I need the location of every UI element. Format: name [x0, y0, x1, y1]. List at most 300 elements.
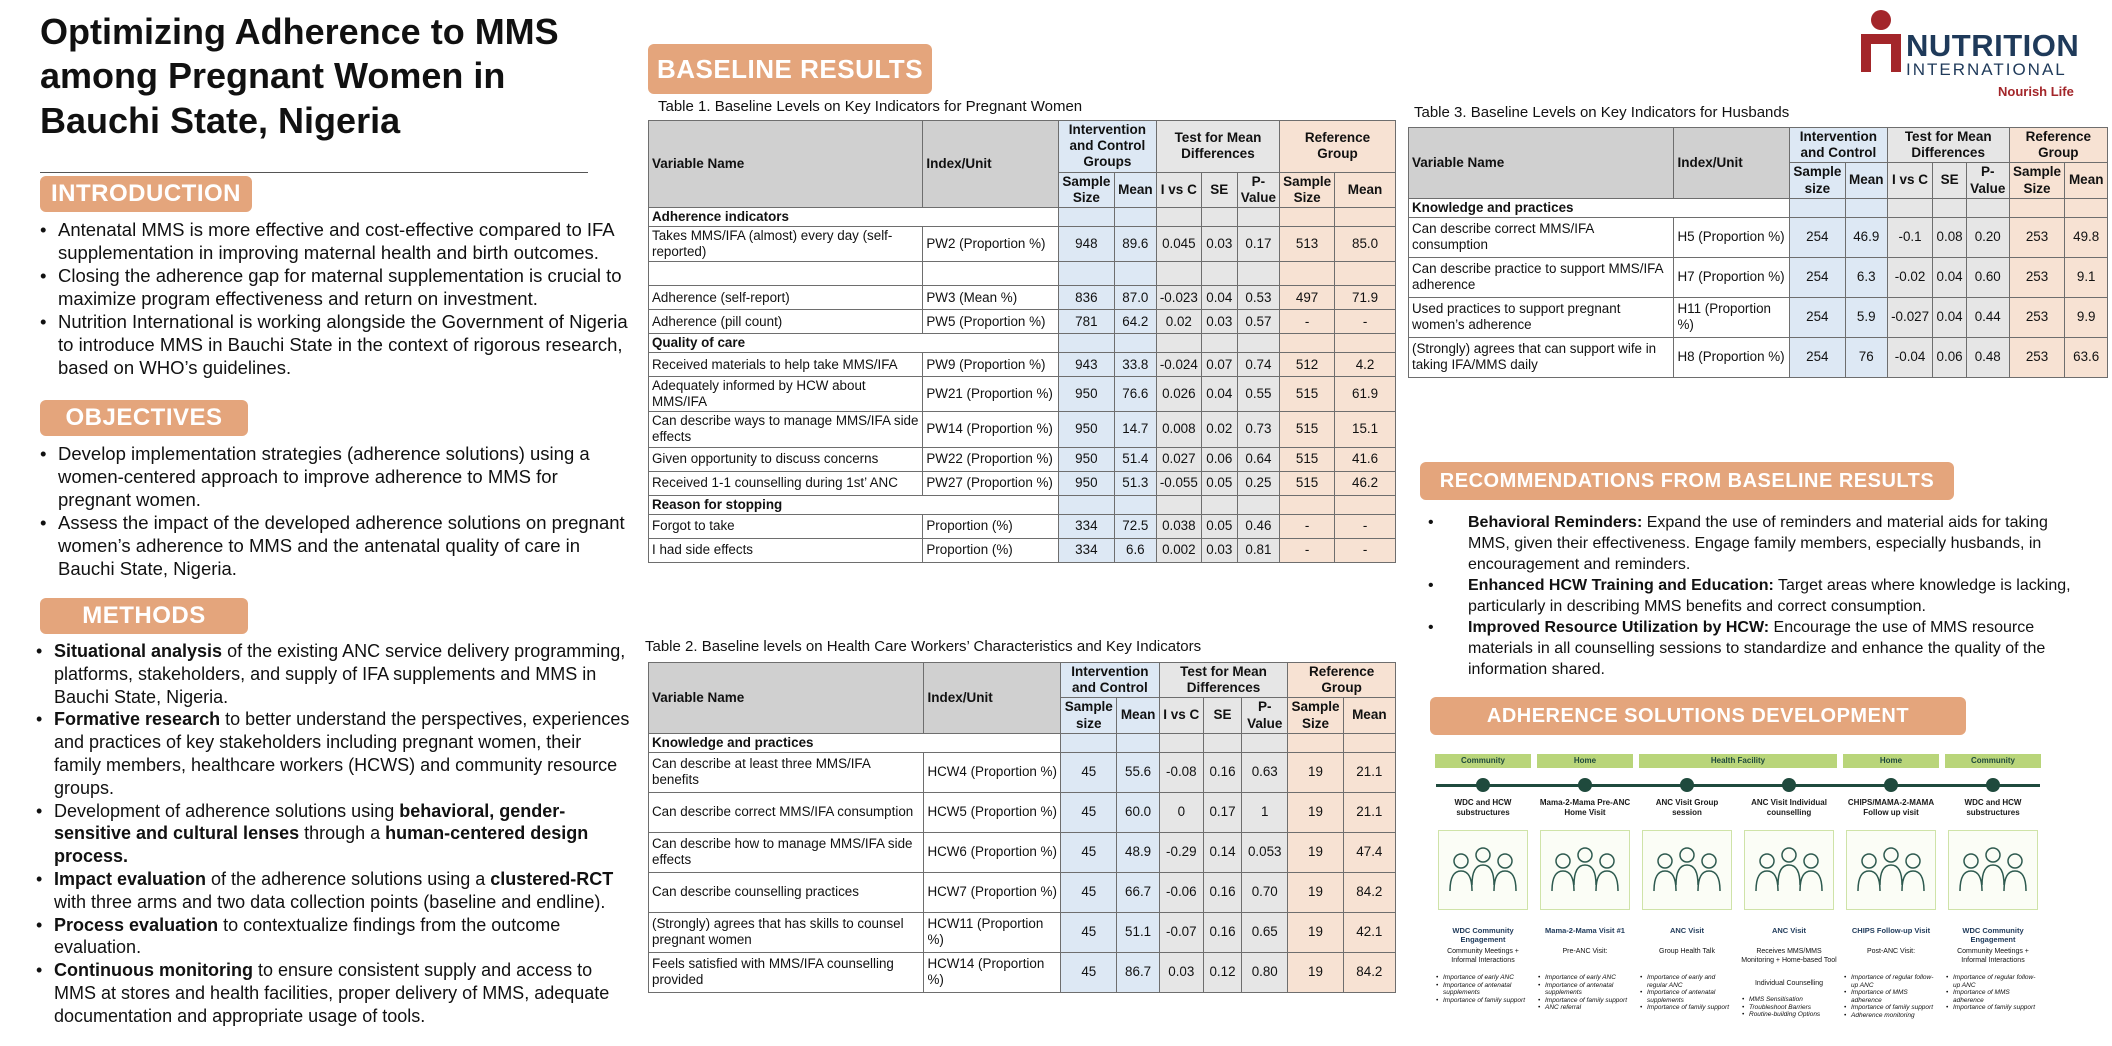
methods-text: to ensure consistent supply and access to MMS at stores and health facilities, proper delivery of MMS, adequate documentation and appropriate usage of tools. [54, 960, 610, 1026]
step-bullet: • Importance of antenatal supplements [1640, 989, 1734, 1004]
methods-text: of the existing ANC service delivery programming, platforms, stakeholders, and supply of IFA supplements and MMS in Bauchi State, Nigeria. [54, 641, 626, 707]
column-group-reference: Reference Group [2009, 128, 2107, 163]
methods-bold-text: behavioral, gender-sensitive and cultural lenses [54, 800, 566, 844]
empty-cell [1201, 262, 1237, 286]
step-subtitle: Receives MMS/MMS Monitoring + Home-based Tool [1741, 948, 1837, 964]
empty-cell [1156, 334, 1201, 353]
methods-text: to contextualize findings from the outcome evaluation. [54, 914, 561, 958]
column-header-se: SE [1203, 698, 1241, 733]
value-cell: 0.44 [1966, 297, 2009, 337]
step-illustration [1846, 830, 1936, 910]
value-cell: 0.46 [1237, 514, 1279, 538]
value-cell: 19 [1288, 952, 1343, 992]
step-illustration [1948, 830, 2038, 910]
variable-name-cell: (Strongly) agrees that can support wife in taking IFA/MMS daily [1409, 337, 1674, 377]
value-cell: 19 [1288, 752, 1343, 792]
column-header-ivc: I vs C [1156, 172, 1201, 207]
step-bullet: • Importance of early ANC [1538, 974, 1632, 982]
methods-bold-text: clustered-RCT [490, 868, 614, 889]
column-header-ss2: Sample Size [1288, 698, 1343, 733]
step-bullet: • Routine-building Options [1742, 1011, 1836, 1019]
value-cell: 46.2 [1335, 471, 1396, 495]
column-group-intervention: Intervention and Control [1061, 663, 1160, 698]
value-cell: 515 [1280, 377, 1335, 412]
value-cell: 33.8 [1114, 353, 1156, 377]
variable-name-cell: Used practices to support pregnant women’s adherence [1409, 297, 1674, 337]
value-cell: 0.12 [1203, 952, 1241, 992]
step-bullets [1436, 974, 1530, 1004]
value-cell: 0.64 [1237, 447, 1279, 471]
setting-tag: Home [1843, 754, 1939, 768]
variable-name-cell: Adherence (self-report) [649, 286, 923, 310]
empty-cell [1201, 207, 1237, 226]
empty-cell [1280, 495, 1335, 514]
table-row [1409, 297, 2108, 337]
value-cell: 950 [1058, 377, 1114, 412]
value-cell: 45 [1061, 872, 1117, 912]
table-section-row [649, 334, 1396, 353]
index-unit-cell: H7 (Proportion %) [1674, 257, 1790, 297]
empty-cell [1933, 198, 1966, 217]
column-header-pv: P-Value [1237, 172, 1279, 207]
step-label: ANC Visit Individual counselling [1751, 798, 1827, 817]
value-cell: 0.045 [1156, 227, 1201, 262]
recommendation-item [1428, 512, 2088, 575]
value-cell: 0.04 [1201, 377, 1237, 412]
column-header-mean2: Mean [1335, 172, 1396, 207]
index-unit-cell: Proportion (%) [923, 538, 1058, 562]
empty-cell [923, 262, 1058, 286]
variable-name-cell: Can describe correct MMS/IFA consumption [649, 792, 924, 832]
empty-cell [1156, 495, 1201, 514]
column-header-ss2: Sample Size [2009, 163, 2065, 198]
timeline-node [1884, 778, 1898, 792]
step-title: ANC Visit [1771, 926, 1807, 935]
value-cell: 89.6 [1114, 227, 1156, 262]
value-cell: 0.04 [1933, 257, 1966, 297]
section-label: Knowledge and practices [1409, 198, 1790, 217]
table2 [648, 662, 1396, 993]
empty-cell [1288, 733, 1343, 752]
table-row [649, 447, 1396, 471]
value-cell: -0.023 [1156, 286, 1201, 310]
column-header-pv: P-Value [1242, 698, 1288, 733]
value-cell: 253 [2009, 297, 2065, 337]
introduction-heading: INTRODUCTION [40, 176, 252, 212]
column-header-mean: Mean [1114, 172, 1156, 207]
value-cell: 950 [1058, 471, 1114, 495]
index-unit-cell: PW14 (Proportion %) [923, 412, 1058, 447]
table-row [649, 310, 1396, 334]
table-section-row [649, 495, 1396, 514]
methods-bold-text: human-centered design process. [54, 823, 589, 867]
methods-item [36, 708, 630, 799]
index-unit-cell: H11 (Proportion %) [1674, 297, 1790, 337]
methods-list [36, 640, 630, 1028]
value-cell: 253 [2009, 217, 2065, 257]
value-cell: 0.16 [1203, 912, 1241, 952]
empty-cell [1058, 495, 1114, 514]
value-cell: 45 [1061, 752, 1117, 792]
recommendation-text: Encourage the use of MMS resource materials in all counselling sessions to standardize and enhance the quality of the information shared. [1468, 619, 2046, 678]
step-subtitle: Individual Counselling [1754, 980, 1824, 987]
variable-name-cell: Forgot to take [649, 514, 923, 538]
step-bullets [1742, 996, 1836, 1019]
value-cell: 515 [1280, 471, 1335, 495]
step-title: CHIPS Follow-up Visit [1851, 926, 1931, 935]
column-header-mean: Mean [1117, 698, 1159, 733]
people-icon [1541, 831, 1629, 909]
value-cell: 0.04 [1201, 286, 1237, 310]
step-bullet: • Importance of MMS adherence [1844, 989, 1938, 1004]
variable-name-cell: Can describe how to manage MMS/IFA side effects [649, 832, 924, 872]
people-icon [1745, 831, 1833, 909]
value-cell: 0.14 [1203, 832, 1241, 872]
variable-name-cell: Received materials to help take MMS/IFA [649, 353, 923, 377]
value-cell: - [1280, 310, 1335, 334]
brand-name-line2: INTERNATIONAL [1906, 60, 2067, 79]
empty-cell [1335, 495, 1396, 514]
value-cell: 0.03 [1201, 538, 1237, 562]
index-unit-cell: H8 (Proportion %) [1674, 337, 1790, 377]
index-unit-cell: HCW11 (Proportion %) [924, 912, 1061, 952]
empty-cell [1789, 198, 1845, 217]
column-header-index: Index/Unit [1674, 128, 1790, 199]
introduction-item: • Antenatal MMS is more effective and cost-effective compared to IFA supplementation in improving maternal health and birth outcomes. [40, 218, 630, 264]
empty-cell [1280, 262, 1335, 286]
value-cell: 512 [1280, 353, 1335, 377]
value-cell: 46.9 [1845, 217, 1887, 257]
value-cell: 19 [1288, 872, 1343, 912]
index-unit-cell: HCW5 (Proportion %) [924, 792, 1061, 832]
empty-cell [1335, 262, 1396, 286]
value-cell: 51.4 [1114, 447, 1156, 471]
index-unit-cell: HCW7 (Proportion %) [924, 872, 1061, 912]
table-header-row [649, 663, 1396, 698]
value-cell: 943 [1058, 353, 1114, 377]
variable-name-cell: Feels satisfied with MMS/IFA counselling provided [649, 952, 924, 992]
methods-bold-text: Formative research [54, 709, 221, 730]
step-illustration [1540, 830, 1630, 910]
empty-cell [1156, 207, 1201, 226]
methods-text: through a [299, 823, 386, 844]
section-label: Reason for stopping [649, 495, 1059, 514]
value-cell: 0.17 [1237, 227, 1279, 262]
variable-name-cell: Given opportunity to discuss concerns [649, 447, 923, 471]
variable-name-cell: Can describe practice to support MMS/IFA adherence [1409, 257, 1674, 297]
value-cell: 254 [1789, 257, 1845, 297]
value-cell: 0.05 [1201, 514, 1237, 538]
variable-name-cell: I had side effects [649, 538, 923, 562]
value-cell: 515 [1280, 412, 1335, 447]
introduction-list [40, 218, 630, 379]
empty-cell [1114, 334, 1156, 353]
timeline-node [1680, 778, 1694, 792]
column-header-mean2: Mean [1343, 698, 1395, 733]
column-group-test: Test for Mean Differences [1159, 663, 1288, 698]
variable-name-cell: Adequately informed by HCW about MMS/IFA [649, 377, 923, 412]
table-section-row [649, 207, 1396, 226]
methods-bold-text: Process evaluation [54, 914, 219, 935]
table-row [649, 227, 1396, 262]
methods-bold-text: Situational analysis [54, 641, 223, 661]
value-cell: 84.2 [1343, 872, 1395, 912]
value-cell: 66.7 [1117, 872, 1159, 912]
introduction-item: • Nutrition International is working alongside the Government of Nigeria to introduce MMS in Bauchi State in the context of rigorous research, based on WHO’s guidelines. [40, 310, 630, 379]
value-cell: -0.055 [1156, 471, 1201, 495]
baseline-results-heading: BASELINE RESULTS [648, 44, 932, 94]
value-cell: -0.04 [1887, 337, 1933, 377]
value-cell: 334 [1058, 538, 1114, 562]
index-unit-cell: PW21 (Proportion %) [923, 377, 1058, 412]
methods-item [36, 868, 630, 914]
setting-tag: Home [1537, 754, 1633, 768]
value-cell: 0.20 [1966, 217, 2009, 257]
empty-cell [1114, 495, 1156, 514]
index-unit-cell: HCW6 (Proportion %) [924, 832, 1061, 872]
methods-text: with three arms and two data collection points (baseline and endline). [54, 891, 606, 912]
step-subtitle: Community Meetings + Informal Interactions [1957, 948, 2029, 964]
value-cell: 15.1 [1335, 412, 1396, 447]
value-cell: 45 [1061, 912, 1117, 952]
value-cell: 0.74 [1237, 353, 1279, 377]
variable-name-cell: Can describe counselling practices [649, 872, 924, 912]
timeline-node [1986, 778, 2000, 792]
empty-cell [1159, 733, 1203, 752]
objectives-list [40, 442, 630, 580]
value-cell: -0.024 [1156, 353, 1201, 377]
value-cell: 0.026 [1156, 377, 1201, 412]
table-header-row [649, 121, 1396, 173]
column-header-se: SE [1933, 163, 1966, 198]
table-row [649, 752, 1396, 792]
value-cell: 87.0 [1114, 286, 1156, 310]
people-icon [1439, 831, 1527, 909]
index-unit-cell: HCW4 (Proportion %) [924, 752, 1061, 792]
value-cell: 0.80 [1242, 952, 1288, 992]
variable-name-cell: Can describe ways to manage MMS/IFA side effects [649, 412, 923, 447]
value-cell: 1 [1242, 792, 1288, 832]
recommendation-item [1428, 617, 2088, 680]
index-unit-cell: PW3 (Mean %) [923, 286, 1058, 310]
value-cell: 497 [1280, 286, 1335, 310]
value-cell: -0.29 [1159, 832, 1203, 872]
empty-cell [1966, 198, 2009, 217]
empty-cell [1280, 334, 1335, 353]
variable-name-cell: Takes MMS/IFA (almost) every day (self-reported) [649, 227, 923, 262]
empty-cell [1156, 262, 1201, 286]
value-cell: 86.7 [1117, 952, 1159, 992]
step-bullet: • Importance of early ANC [1436, 974, 1530, 982]
step-title: Mama-2-Mama Visit #1 [1545, 926, 1625, 935]
empty-cell [1237, 207, 1279, 226]
step-bullet: • Importance of family support [1436, 997, 1530, 1005]
timeline-line [1436, 784, 2040, 787]
value-cell: -0.07 [1159, 912, 1203, 952]
methods-item [36, 800, 630, 868]
column-header-ss: Sample size [1061, 698, 1117, 733]
value-cell: 0.48 [1966, 337, 2009, 377]
step-bullet: • Troubleshoot Barriers [1742, 1004, 1836, 1012]
index-unit-cell: H5 (Proportion %) [1674, 217, 1790, 257]
empty-cell [1201, 495, 1237, 514]
value-cell: 253 [2009, 337, 2065, 377]
value-cell: -0.02 [1887, 257, 1933, 297]
value-cell: - [1335, 538, 1396, 562]
step-title: ANC Visit [1669, 926, 1705, 935]
column-header-index: Index/Unit [924, 663, 1061, 734]
timeline-node [1578, 778, 1592, 792]
value-cell: 950 [1058, 412, 1114, 447]
recommendation-title: Behavioral Reminders: [1468, 514, 1643, 531]
step-bullets [1946, 974, 2040, 1012]
step-bullet: • Importance of regular follow-up ANC [1946, 974, 2040, 989]
value-cell: 0.053 [1242, 832, 1288, 872]
value-cell: - [1335, 310, 1396, 334]
step-label: Mama-2-Mama Pre-ANC Home Visit [1539, 798, 1631, 817]
adherence-diagram [1432, 748, 2044, 1040]
column-header-ivc: I vs C [1887, 163, 1933, 198]
step-label: ANC Visit Group session [1655, 798, 1719, 817]
step-bullets [1538, 974, 1632, 1012]
index-unit-cell: PW9 (Proportion %) [923, 353, 1058, 377]
empty-cell [1117, 733, 1159, 752]
value-cell: 6.6 [1114, 538, 1156, 562]
table-row [649, 514, 1396, 538]
index-unit-cell: PW27 (Proportion %) [923, 471, 1058, 495]
empty-cell [1280, 207, 1335, 226]
table-section-row [649, 733, 1396, 752]
value-cell: -0.1 [1887, 217, 1933, 257]
value-cell: 0.06 [1933, 337, 1966, 377]
value-cell: 21.1 [1343, 792, 1395, 832]
value-cell: 76.6 [1114, 377, 1156, 412]
empty-cell [1061, 733, 1117, 752]
column-header-mean: Mean [1845, 163, 1887, 198]
value-cell: 0.002 [1156, 538, 1201, 562]
setting-tag: Health Facility [1639, 754, 1837, 768]
methods-item [36, 640, 630, 708]
table-row [649, 377, 1396, 412]
value-cell: 0.57 [1237, 310, 1279, 334]
column-header-ivc: I vs C [1159, 698, 1203, 733]
step-bullet: • Importance of family support [1640, 1004, 1734, 1012]
table-row [649, 952, 1396, 992]
setting-tag: Community [1945, 754, 2041, 768]
table2-caption: Table 2. Baseline levels on Health Care Workers’ Characteristics and Key Indicators [645, 638, 1202, 655]
value-cell: 334 [1058, 514, 1114, 538]
table-section-row [1409, 198, 2108, 217]
value-cell: 0.25 [1237, 471, 1279, 495]
value-cell: 0.16 [1203, 872, 1241, 912]
people-icon [1643, 831, 1731, 909]
recommendation-title: Enhanced HCW Training and Education: [1468, 577, 1774, 594]
value-cell: 21.1 [1343, 752, 1395, 792]
index-unit-cell: PW2 (Proportion %) [923, 227, 1058, 262]
step-bullet: • Importance of family support [1844, 1004, 1938, 1012]
value-cell: 85.0 [1335, 227, 1396, 262]
value-cell: 9.1 [2065, 257, 2108, 297]
variable-name-cell: (Strongly) agrees that has skills to counsel pregnant women [649, 912, 924, 952]
value-cell: 42.1 [1343, 912, 1395, 952]
table3 [1408, 127, 2108, 378]
value-cell: -0.08 [1159, 752, 1203, 792]
empty-cell [1887, 198, 1933, 217]
empty-cell [1335, 334, 1396, 353]
variable-name-cell: Can describe at least three MMS/IFA benefits [649, 752, 924, 792]
recommendation-text: Target areas where knowledge is lacking, particularly in describing MMS benefits and correct consumption. [1468, 577, 2071, 615]
value-cell: - [1280, 514, 1335, 538]
people-icon [1949, 831, 2037, 909]
value-cell: 64.2 [1114, 310, 1156, 334]
value-cell: 45 [1061, 952, 1117, 992]
value-cell: 0.03 [1159, 952, 1203, 992]
empty-cell [1058, 262, 1114, 286]
value-cell: 14.7 [1114, 412, 1156, 447]
step-bullets [1844, 974, 1938, 1020]
step-bullet: • Importance of family support [1946, 1004, 2040, 1012]
empty-cell [1058, 207, 1114, 226]
value-cell: 0.16 [1203, 752, 1241, 792]
empty-cell [1114, 262, 1156, 286]
value-cell: 0.07 [1201, 353, 1237, 377]
step-bullet: • ANC referral [1538, 1004, 1632, 1012]
value-cell: 0.05 [1201, 471, 1237, 495]
empty-cell [1058, 334, 1114, 353]
value-cell: -0.06 [1159, 872, 1203, 912]
methods-text: to better understand the perspectives, experiences and practices of key stakeholders including pregnant women, their family members, healthcare workers (HCWS) and community resource groups. [54, 709, 630, 798]
value-cell: - [1335, 514, 1396, 538]
column-group-intervention: Intervention and Control [1789, 128, 1887, 163]
empty-cell [1845, 198, 1887, 217]
empty-cell [1203, 733, 1241, 752]
table-row [649, 912, 1396, 952]
value-cell: 55.6 [1117, 752, 1159, 792]
empty-cell [1242, 733, 1288, 752]
value-cell: 0.03 [1201, 310, 1237, 334]
column-header-ss2: Sample Size [1280, 172, 1335, 207]
nutrition-international-logo-icon [1858, 8, 1904, 78]
empty-cell [1237, 495, 1279, 514]
table-blank-row [649, 262, 1396, 286]
value-cell: 0.038 [1156, 514, 1201, 538]
value-cell: 49.8 [2065, 217, 2108, 257]
step-illustration [1438, 830, 1528, 910]
methods-text: of the adherence solutions using a [206, 868, 491, 889]
step-bullet: • Importance of early and regular ANC [1640, 974, 1734, 989]
step-subtitle: Pre-ANC Visit: [1562, 948, 1608, 955]
step-bullet: • Importance of antenatal supplements [1436, 982, 1530, 997]
value-cell: 0.60 [1966, 257, 2009, 297]
table-row [649, 832, 1396, 872]
table-row [649, 412, 1396, 447]
brand-name-line1: NUTRITION [1906, 28, 2080, 63]
value-cell: 71.9 [1335, 286, 1396, 310]
value-cell: 72.5 [1114, 514, 1156, 538]
table-row [1409, 217, 2108, 257]
value-cell: 0.63 [1242, 752, 1288, 792]
value-cell: 0.02 [1201, 412, 1237, 447]
setting-tag: Community [1435, 754, 1531, 768]
value-cell: 9.9 [2065, 297, 2108, 337]
table-row [649, 538, 1396, 562]
step-bullets [1640, 974, 1734, 1012]
column-header-pv: P-Value [1966, 163, 2009, 198]
index-unit-cell: Proportion (%) [923, 514, 1058, 538]
logo [1858, 8, 2078, 98]
value-cell: 48.9 [1117, 832, 1159, 872]
value-cell: 0.008 [1156, 412, 1201, 447]
